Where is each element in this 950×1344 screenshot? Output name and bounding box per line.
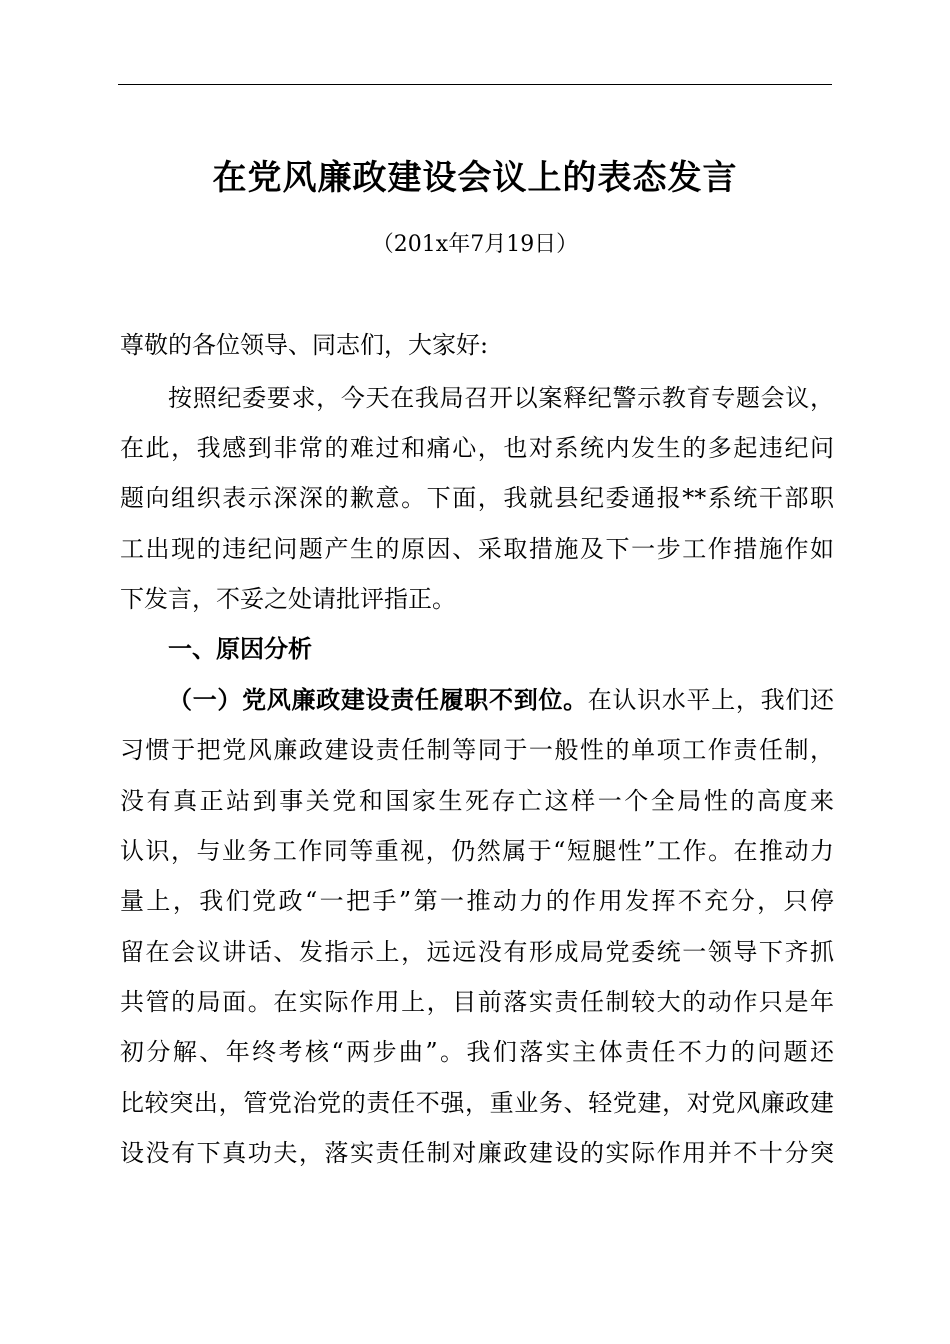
- subsection-1-line-3: 没有真正站到事关党和国家生死存亡这样一个全局性的高度来: [120, 787, 834, 815]
- paragraph-1-line-5: 下发言，不妥之处请批评指正。: [120, 585, 456, 613]
- subsection-1-line-2: 习惯于把党风廉政建设责任制等同于一般性的单项工作责任制，: [120, 736, 834, 764]
- subsection-1-line-9: 比较突出，管党治党的责任不强，重业务、轻党建，对党风廉政建: [120, 1089, 834, 1117]
- header-rule: [118, 84, 832, 85]
- paragraph-1-line-2: 在此，我感到非常的难过和痛心，也对系统内发生的多起违纪问: [120, 434, 834, 462]
- subsection-1-line-7: 共管的局面。在实际作用上，目前落实责任制较大的动作只是年: [120, 988, 834, 1016]
- greeting: 尊敬的各位领导、同志们，大家好:: [120, 331, 489, 359]
- subsection-1-line-1: [168, 675, 834, 725]
- subsection-1-line-4: 认识，与业务工作同等重视，仍然属于“短腿性”工作。在推动力: [120, 837, 834, 865]
- paragraph-1-line-4: 工出现的违纪问题产生的原因、采取措施及下一步工作措施作如: [120, 535, 834, 563]
- document-title: 在党风廉政建设会议上的表态发言: [212, 158, 738, 198]
- subsection-1-heading: （一）党风廉政建设责任履职不到位。: [168, 685, 588, 714]
- subsection-1-line-8: 初分解、年终考核“两步曲”。我们落实主体责任不力的问题还: [120, 1038, 834, 1066]
- subsection-1-line-6: 留在会议讲话、发指示上，远远没有形成局党委统一领导下齐抓: [120, 938, 834, 966]
- subsection-1-line-1-text: 在认识水平上，我们还: [587, 686, 835, 714]
- subsection-1-line-5: 量上，我们党政“一把手”第一推动力的作用发挥不充分，只停: [120, 887, 834, 915]
- paragraph-1-line-1: 按照纪委要求，今天在我局召开以案释纪警示教育专题会议，: [168, 384, 834, 412]
- document-date: （201x年7月19日）: [371, 232, 579, 257]
- subsection-1-line-10: 设没有下真功夫，落实责任制对廉政建设的实际作用并不十分突: [120, 1139, 834, 1167]
- section-1-heading: 一、原因分析: [168, 634, 312, 663]
- paragraph-1-line-3: 题向组织表示深深的歉意。下面，我就县纪委通报**系统干部职: [120, 484, 834, 512]
